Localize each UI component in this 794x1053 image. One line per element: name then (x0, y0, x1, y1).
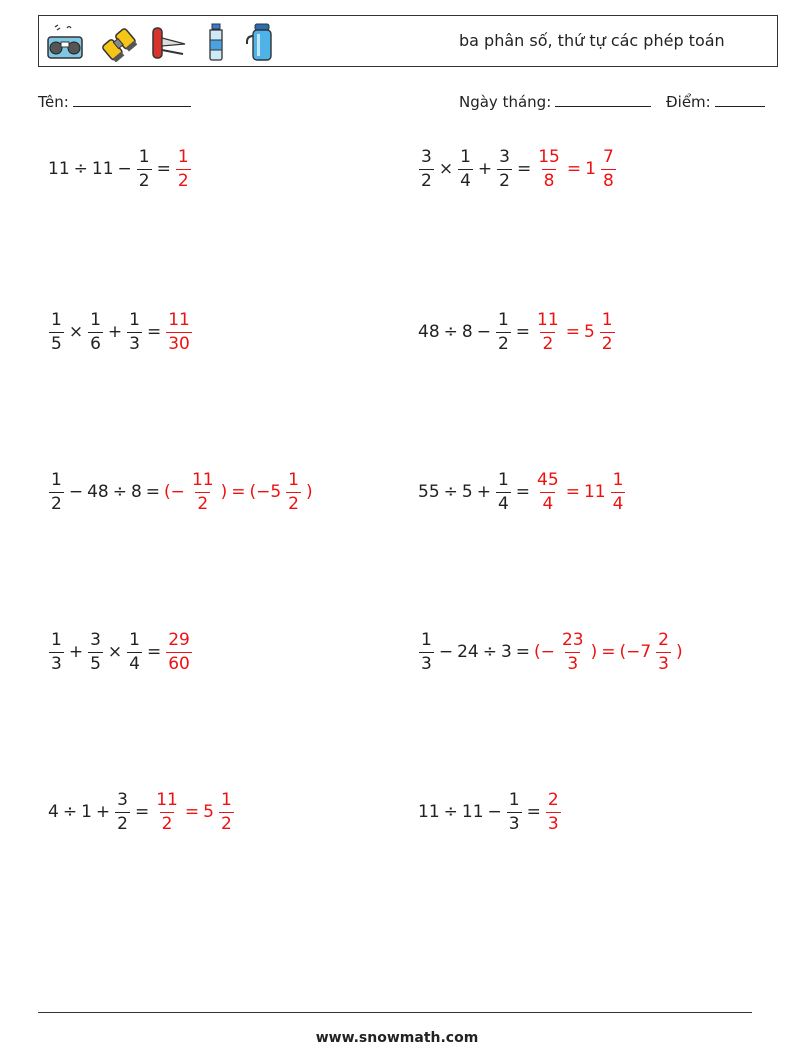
fraction-numerator: 23 (561, 629, 584, 650)
fraction-numerator: 1 (138, 146, 150, 167)
math-token: 24 (457, 642, 479, 662)
math-token: = (231, 482, 246, 502)
footer-url: www.snowmath.com (315, 1030, 479, 1046)
fraction-numerator: 1 (497, 309, 509, 330)
fraction-denominator: 5 (51, 333, 62, 354)
fraction-numerator: 1 (51, 309, 62, 330)
fraction-numerator: 1 (51, 469, 62, 490)
fraction (546, 789, 561, 834)
math-token: 11 (418, 802, 440, 822)
fraction (154, 789, 180, 834)
math-token: 11 (48, 159, 70, 179)
fraction-denominator: 2 (220, 813, 232, 834)
fraction (601, 146, 616, 191)
math-token: 11 (91, 159, 114, 179)
problem-3 (46, 302, 195, 362)
math-token: ÷ (443, 482, 458, 502)
fraction (560, 629, 586, 674)
fraction-denominator: 3 (129, 333, 140, 354)
fraction-numerator: 1 (177, 146, 189, 167)
name-blank (73, 92, 191, 107)
header-icons (45, 20, 279, 64)
math-token: − (117, 159, 132, 179)
fraction (507, 789, 522, 834)
fraction-denominator: 2 (51, 493, 62, 514)
pocket-knife-icon (149, 22, 189, 62)
fraction-denominator: 5 (90, 653, 101, 674)
worksheet-title: ba phân số, thứ tự các phép toán (459, 31, 725, 50)
fraction-denominator: 2 (161, 813, 173, 834)
fraction-numerator: 11 (191, 469, 214, 490)
math-token: + (476, 482, 491, 502)
problem-2 (416, 139, 619, 199)
fraction-numerator: 1 (220, 789, 232, 810)
fraction (535, 469, 561, 514)
fraction-numerator: 3 (90, 629, 101, 650)
fraction (419, 146, 434, 191)
math-token: = (565, 322, 580, 342)
fraction-denominator: 8 (602, 170, 614, 191)
math-token: − (68, 482, 84, 502)
fraction (127, 309, 142, 354)
fraction-numerator: 1 (90, 309, 101, 330)
problem-9 (46, 782, 237, 842)
fraction (49, 309, 64, 354)
fraction-denominator: 2 (197, 493, 209, 514)
math-token: 11 (583, 482, 606, 502)
math-token: + (68, 642, 84, 662)
fraction-denominator: 2 (421, 170, 432, 191)
math-token: − (487, 802, 502, 822)
fraction-numerator: 1 (601, 309, 613, 330)
fraction-numerator: 11 (156, 789, 178, 810)
fraction (656, 629, 671, 674)
fraction (536, 146, 562, 191)
math-token: = (566, 159, 582, 179)
fraction-numerator: 3 (421, 146, 432, 167)
problem-6 (416, 462, 628, 522)
fraction (115, 789, 130, 834)
fraction-numerator: 1 (612, 469, 624, 490)
math-token: + (95, 802, 111, 822)
fraction-numerator: 1 (288, 469, 299, 490)
fraction-denominator: 8 (543, 170, 555, 191)
fraction-denominator: 6 (90, 333, 101, 354)
math-token: ÷ (62, 802, 78, 822)
math-token: (− (534, 642, 555, 662)
fraction-denominator: 60 (168, 653, 190, 674)
math-token: 8 (461, 322, 473, 342)
binoculars-icon (97, 22, 137, 62)
math-token: 5 (461, 482, 473, 502)
fraction-numerator: 2 (547, 789, 559, 810)
math-token: + (477, 159, 493, 179)
fraction-denominator: 3 (658, 653, 669, 674)
problem-10 (416, 782, 564, 842)
thermos-icon (243, 22, 279, 62)
fraction-numerator: 1 (129, 629, 140, 650)
fraction (535, 309, 561, 354)
math-token: = (516, 159, 532, 179)
fraction (49, 469, 64, 514)
math-token: ÷ (482, 642, 497, 662)
fraction-numerator: 1 (497, 469, 509, 490)
fraction-denominator: 2 (177, 170, 189, 191)
math-token: 5 (583, 322, 595, 342)
fraction-numerator: 3 (499, 146, 510, 167)
math-token: ) (220, 482, 228, 502)
date-score-fields (459, 92, 765, 111)
math-token: ÷ (112, 482, 127, 502)
fraction-numerator: 1 (460, 146, 471, 167)
math-token: 5 (203, 802, 214, 822)
fraction-numerator: 7 (602, 146, 614, 167)
radio-icon (45, 22, 85, 62)
math-token: = (515, 642, 531, 662)
problem-5 (46, 462, 315, 522)
fraction-denominator: 30 (168, 333, 190, 354)
fraction-numerator: 1 (421, 629, 432, 650)
problem-1 (46, 139, 194, 199)
fraction (286, 469, 301, 514)
fraction-denominator: 2 (542, 333, 554, 354)
math-token: = (515, 322, 531, 342)
math-token: × (107, 642, 123, 662)
math-token: 8 (130, 482, 142, 502)
problem-7 (46, 622, 195, 682)
math-token: = (526, 802, 541, 822)
fraction (88, 309, 103, 354)
fraction-denominator: 4 (129, 653, 140, 674)
score-blank (715, 92, 765, 107)
math-token: = (184, 802, 200, 822)
math-token: × (438, 159, 454, 179)
fraction-denominator: 2 (601, 333, 613, 354)
fraction-numerator: 1 (129, 309, 140, 330)
math-token: ÷ (73, 159, 88, 179)
math-token: 48 (418, 322, 440, 342)
math-token: 48 (87, 482, 109, 502)
fraction (496, 309, 511, 354)
fraction-denominator: 3 (421, 653, 432, 674)
math-token: − (476, 322, 491, 342)
fraction-denominator: 3 (508, 813, 520, 834)
fraction-denominator: 3 (567, 653, 579, 674)
fraction-denominator: 2 (499, 170, 510, 191)
fraction-denominator: 3 (51, 653, 62, 674)
math-token: 55 (418, 482, 440, 502)
fraction (166, 629, 192, 674)
math-token: = (146, 322, 162, 342)
fraction-numerator: 15 (538, 146, 560, 167)
fraction (190, 469, 216, 514)
math-token: ) (590, 642, 598, 662)
fraction-numerator: 3 (117, 789, 128, 810)
fraction-numerator: 1 (508, 789, 520, 810)
math-token: ) (676, 642, 683, 662)
fraction-numerator: 11 (537, 309, 559, 330)
fraction (419, 629, 434, 674)
fraction (496, 469, 511, 514)
fraction-numerator: 29 (168, 629, 190, 650)
fraction-numerator: 2 (658, 629, 669, 650)
math-token: ÷ (443, 802, 458, 822)
problem-4 (416, 302, 618, 362)
math-token: 1 (81, 802, 92, 822)
score-label: Điểm: (666, 93, 711, 111)
fraction-denominator: 4 (612, 493, 624, 514)
math-token: = (565, 482, 580, 502)
fraction-denominator: 2 (117, 813, 128, 834)
name-label: Tên: (38, 93, 69, 111)
fraction-denominator: 4 (497, 493, 509, 514)
math-token: = (601, 642, 616, 662)
math-token: 1 (585, 159, 596, 179)
name-field (38, 92, 191, 111)
fraction-denominator: 3 (547, 813, 559, 834)
fraction-denominator: 2 (497, 333, 509, 354)
math-token: (−5 (249, 482, 282, 502)
fraction-denominator: 4 (542, 493, 554, 514)
water-bottle-icon (201, 22, 231, 62)
fraction-numerator: 11 (168, 309, 190, 330)
math-token: − (438, 642, 454, 662)
math-token: = (145, 482, 161, 502)
fraction (49, 629, 64, 674)
fraction (127, 629, 142, 674)
fraction (600, 309, 615, 354)
math-token: = (515, 482, 531, 502)
math-token: 11 (461, 802, 484, 822)
math-token: = (146, 642, 162, 662)
fraction-denominator: 2 (138, 170, 150, 191)
fraction-denominator: 2 (288, 493, 299, 514)
fraction-numerator: 45 (537, 469, 559, 490)
worksheet-header (38, 15, 778, 67)
fraction (611, 469, 626, 514)
math-token: = (134, 802, 150, 822)
fraction (88, 629, 103, 674)
math-token: + (107, 322, 123, 342)
math-token: (− (164, 482, 185, 502)
fraction (137, 146, 152, 191)
fraction (176, 146, 191, 191)
math-token: 4 (48, 802, 59, 822)
date-blank (555, 92, 651, 107)
math-token: × (68, 322, 84, 342)
math-token: = (156, 159, 171, 179)
math-token: ) (306, 482, 313, 502)
fraction-denominator: 4 (460, 170, 471, 191)
math-token: ÷ (443, 322, 458, 342)
fraction (458, 146, 473, 191)
fraction (166, 309, 192, 354)
fraction-numerator: 1 (51, 629, 62, 650)
problem-8 (416, 622, 685, 682)
footer-divider (38, 1012, 752, 1013)
math-token: (−7 (619, 642, 652, 662)
fraction (497, 146, 512, 191)
fraction (219, 789, 234, 834)
math-token: 3 (500, 642, 512, 662)
date-label: Ngày tháng: (459, 93, 552, 111)
